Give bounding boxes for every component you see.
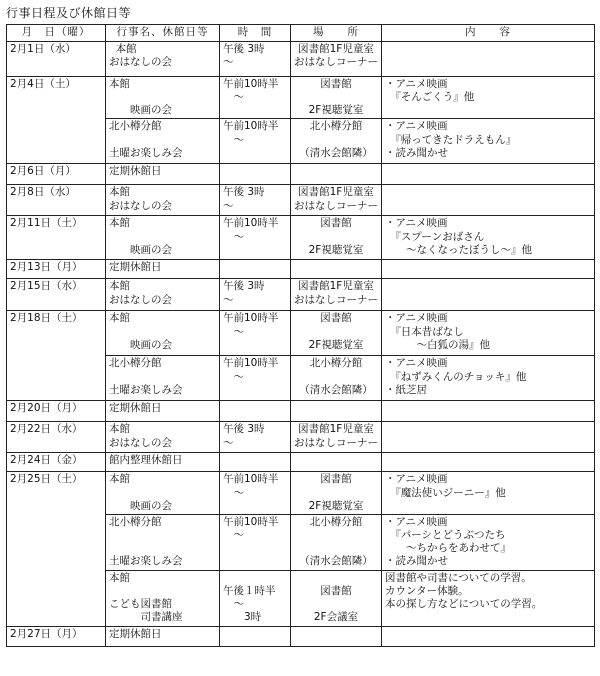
- table-row: [7, 164, 595, 185]
- row-content: ・アニメ映画 『日本昔ばなし ～白狐の湯』他: [382, 311, 595, 356]
- row-date: 2月25日（土）: [7, 472, 106, 626]
- row-place: 図書館 2F視聴覚室: [291, 216, 382, 260]
- row-event: 定期休館日: [106, 626, 220, 646]
- row-date: 2月11日（土）: [7, 216, 106, 260]
- table-row: [7, 311, 595, 356]
- row-time: 午前10時半 ～: [220, 472, 291, 514]
- row-time: [220, 401, 291, 422]
- row-place: [291, 453, 382, 472]
- table-row: [7, 185, 595, 216]
- header-place: 場 所: [291, 25, 382, 42]
- table-row: [7, 422, 595, 453]
- row-event: 本館 映画の会: [106, 311, 220, 356]
- row-content: ・アニメ映画 『パーシとどうぶつたち ～ちからをあわせて』 ・読み聞かせ: [382, 514, 595, 570]
- header-content: 内 容: [382, 25, 595, 42]
- table-row: [7, 401, 595, 422]
- row-content: ・アニメ映画 『そんごくう』他: [382, 77, 595, 119]
- row-place: 図書館 2F会議室: [291, 570, 382, 626]
- row-place: 図書館1F児童室 おはなしコーナー: [291, 42, 382, 77]
- row-event: 館内整理休館日: [106, 453, 220, 472]
- row-time: 午前10時半 ～: [220, 119, 291, 164]
- row-place: 図書館 2F視聴覚室: [291, 472, 382, 514]
- row-event: 北小樽分館 土曜お楽しみ会: [106, 514, 220, 570]
- table-row: [7, 260, 595, 279]
- row-event: 定期休館日: [106, 164, 220, 185]
- row-place: 北小樽分館 （清水会館隣）: [291, 119, 382, 164]
- row-time: 午後 3時 ～: [220, 279, 291, 311]
- table-row: [7, 77, 595, 119]
- row-event: 定期休館日: [106, 260, 220, 279]
- row-content: 図書館や司書についての学習。 カウンター体験。 本の探し方などについての学習。: [382, 570, 595, 626]
- row-time: 午後１時半 ～ 3時: [220, 570, 291, 626]
- row-place: 図書館1F児童室 おはなしコーナー: [291, 422, 382, 453]
- row-time: 午前10時半 ～: [220, 356, 291, 401]
- row-content: ・アニメ映画 『魔法使いジーニー』他: [382, 472, 595, 514]
- row-time: [220, 626, 291, 646]
- header-date: 月 日（曜）: [7, 25, 106, 42]
- row-event: 北小樽分館 土曜お楽しみ会: [106, 356, 220, 401]
- table-row: [7, 472, 595, 514]
- row-time: [220, 260, 291, 279]
- row-event: 定期休館日: [106, 401, 220, 422]
- row-content: [382, 260, 595, 279]
- row-event: 本館 映画の会: [106, 77, 220, 119]
- row-place: 図書館 2F視聴覚室: [291, 77, 382, 119]
- row-time: 午後 3時 ～: [220, 185, 291, 216]
- row-date: 2月22日（水）: [7, 422, 106, 453]
- row-time: 午後 3時 ～: [220, 42, 291, 77]
- row-place: 図書館1F児童室 おはなしコーナー: [291, 279, 382, 311]
- row-place: [291, 164, 382, 185]
- row-content: ・アニメ映画 『ねずみくんのチョッキ』他 ・紙芝居: [382, 356, 595, 401]
- table-row: [7, 626, 595, 646]
- row-place: [291, 260, 382, 279]
- row-content: [382, 401, 595, 422]
- row-content: [382, 626, 595, 646]
- document-title: 行事日程及び休館日等: [6, 6, 132, 20]
- row-date: 2月8日（水）: [7, 185, 106, 216]
- table-row: [7, 42, 595, 77]
- header-row: [7, 25, 595, 42]
- row-date: 2月13日（月）: [7, 260, 106, 279]
- row-date: 2月1日（水）: [7, 42, 106, 77]
- row-place: 図書館 2F視聴覚室: [291, 311, 382, 356]
- row-place: 北小樽分館 （清水会館隣）: [291, 514, 382, 570]
- row-event: 本館 こども図書館 司書講座: [106, 570, 220, 626]
- row-content: ・アニメ映画 『帰ってきたドラえもん』 ・読み聞かせ: [382, 119, 595, 164]
- row-time: 午前10時半 ～: [220, 77, 291, 119]
- table-row: [7, 216, 595, 260]
- row-place: [291, 626, 382, 646]
- row-event: 本館 映画の会: [106, 472, 220, 514]
- row-content: ・アニメ映画 『スプーンおばさん ～なくなったぼうし～』他: [382, 216, 595, 260]
- table-row: [7, 453, 595, 472]
- row-content: [382, 164, 595, 185]
- row-time: 午後 3時 ～: [220, 422, 291, 453]
- row-date: 2月24日（金）: [7, 453, 106, 472]
- row-event: 本館 おはなしの会: [106, 42, 220, 77]
- row-place: [291, 401, 382, 422]
- header-time: 時 間: [220, 25, 291, 42]
- row-time: 午前10時半 ～: [220, 514, 291, 570]
- row-date: 2月27日（月）: [7, 626, 106, 646]
- row-content: [382, 42, 595, 77]
- row-event: 北小樽分館 土曜お楽しみ会: [106, 119, 220, 164]
- row-date: 2月6日（月）: [7, 164, 106, 185]
- row-event: 本館 おはなしの会: [106, 279, 220, 311]
- row-time: [220, 164, 291, 185]
- row-time: [220, 453, 291, 472]
- row-event: 本館 おはなしの会: [106, 185, 220, 216]
- row-date: 2月15日（水）: [7, 279, 106, 311]
- row-content: [382, 279, 595, 311]
- row-time: 午前10時半 ～: [220, 311, 291, 356]
- row-date: 2月20日（月）: [7, 401, 106, 422]
- header-event: 行事名、休館日等: [106, 25, 220, 42]
- row-place: 図書館1F児童室 おはなしコーナー: [291, 185, 382, 216]
- row-date: 2月18日（土）: [7, 311, 106, 401]
- row-place: 北小樽分館 （清水会館隣）: [291, 356, 382, 401]
- table-row: [7, 279, 595, 311]
- row-content: [382, 185, 595, 216]
- row-event: 本館 おはなしの会: [106, 422, 220, 453]
- row-content: [382, 422, 595, 453]
- row-date: 2月4日（土）: [7, 77, 106, 164]
- schedule-table: [6, 24, 595, 647]
- row-event: 本館 映画の会: [106, 216, 220, 260]
- row-time: 午前10時半 ～: [220, 216, 291, 260]
- row-content: [382, 453, 595, 472]
